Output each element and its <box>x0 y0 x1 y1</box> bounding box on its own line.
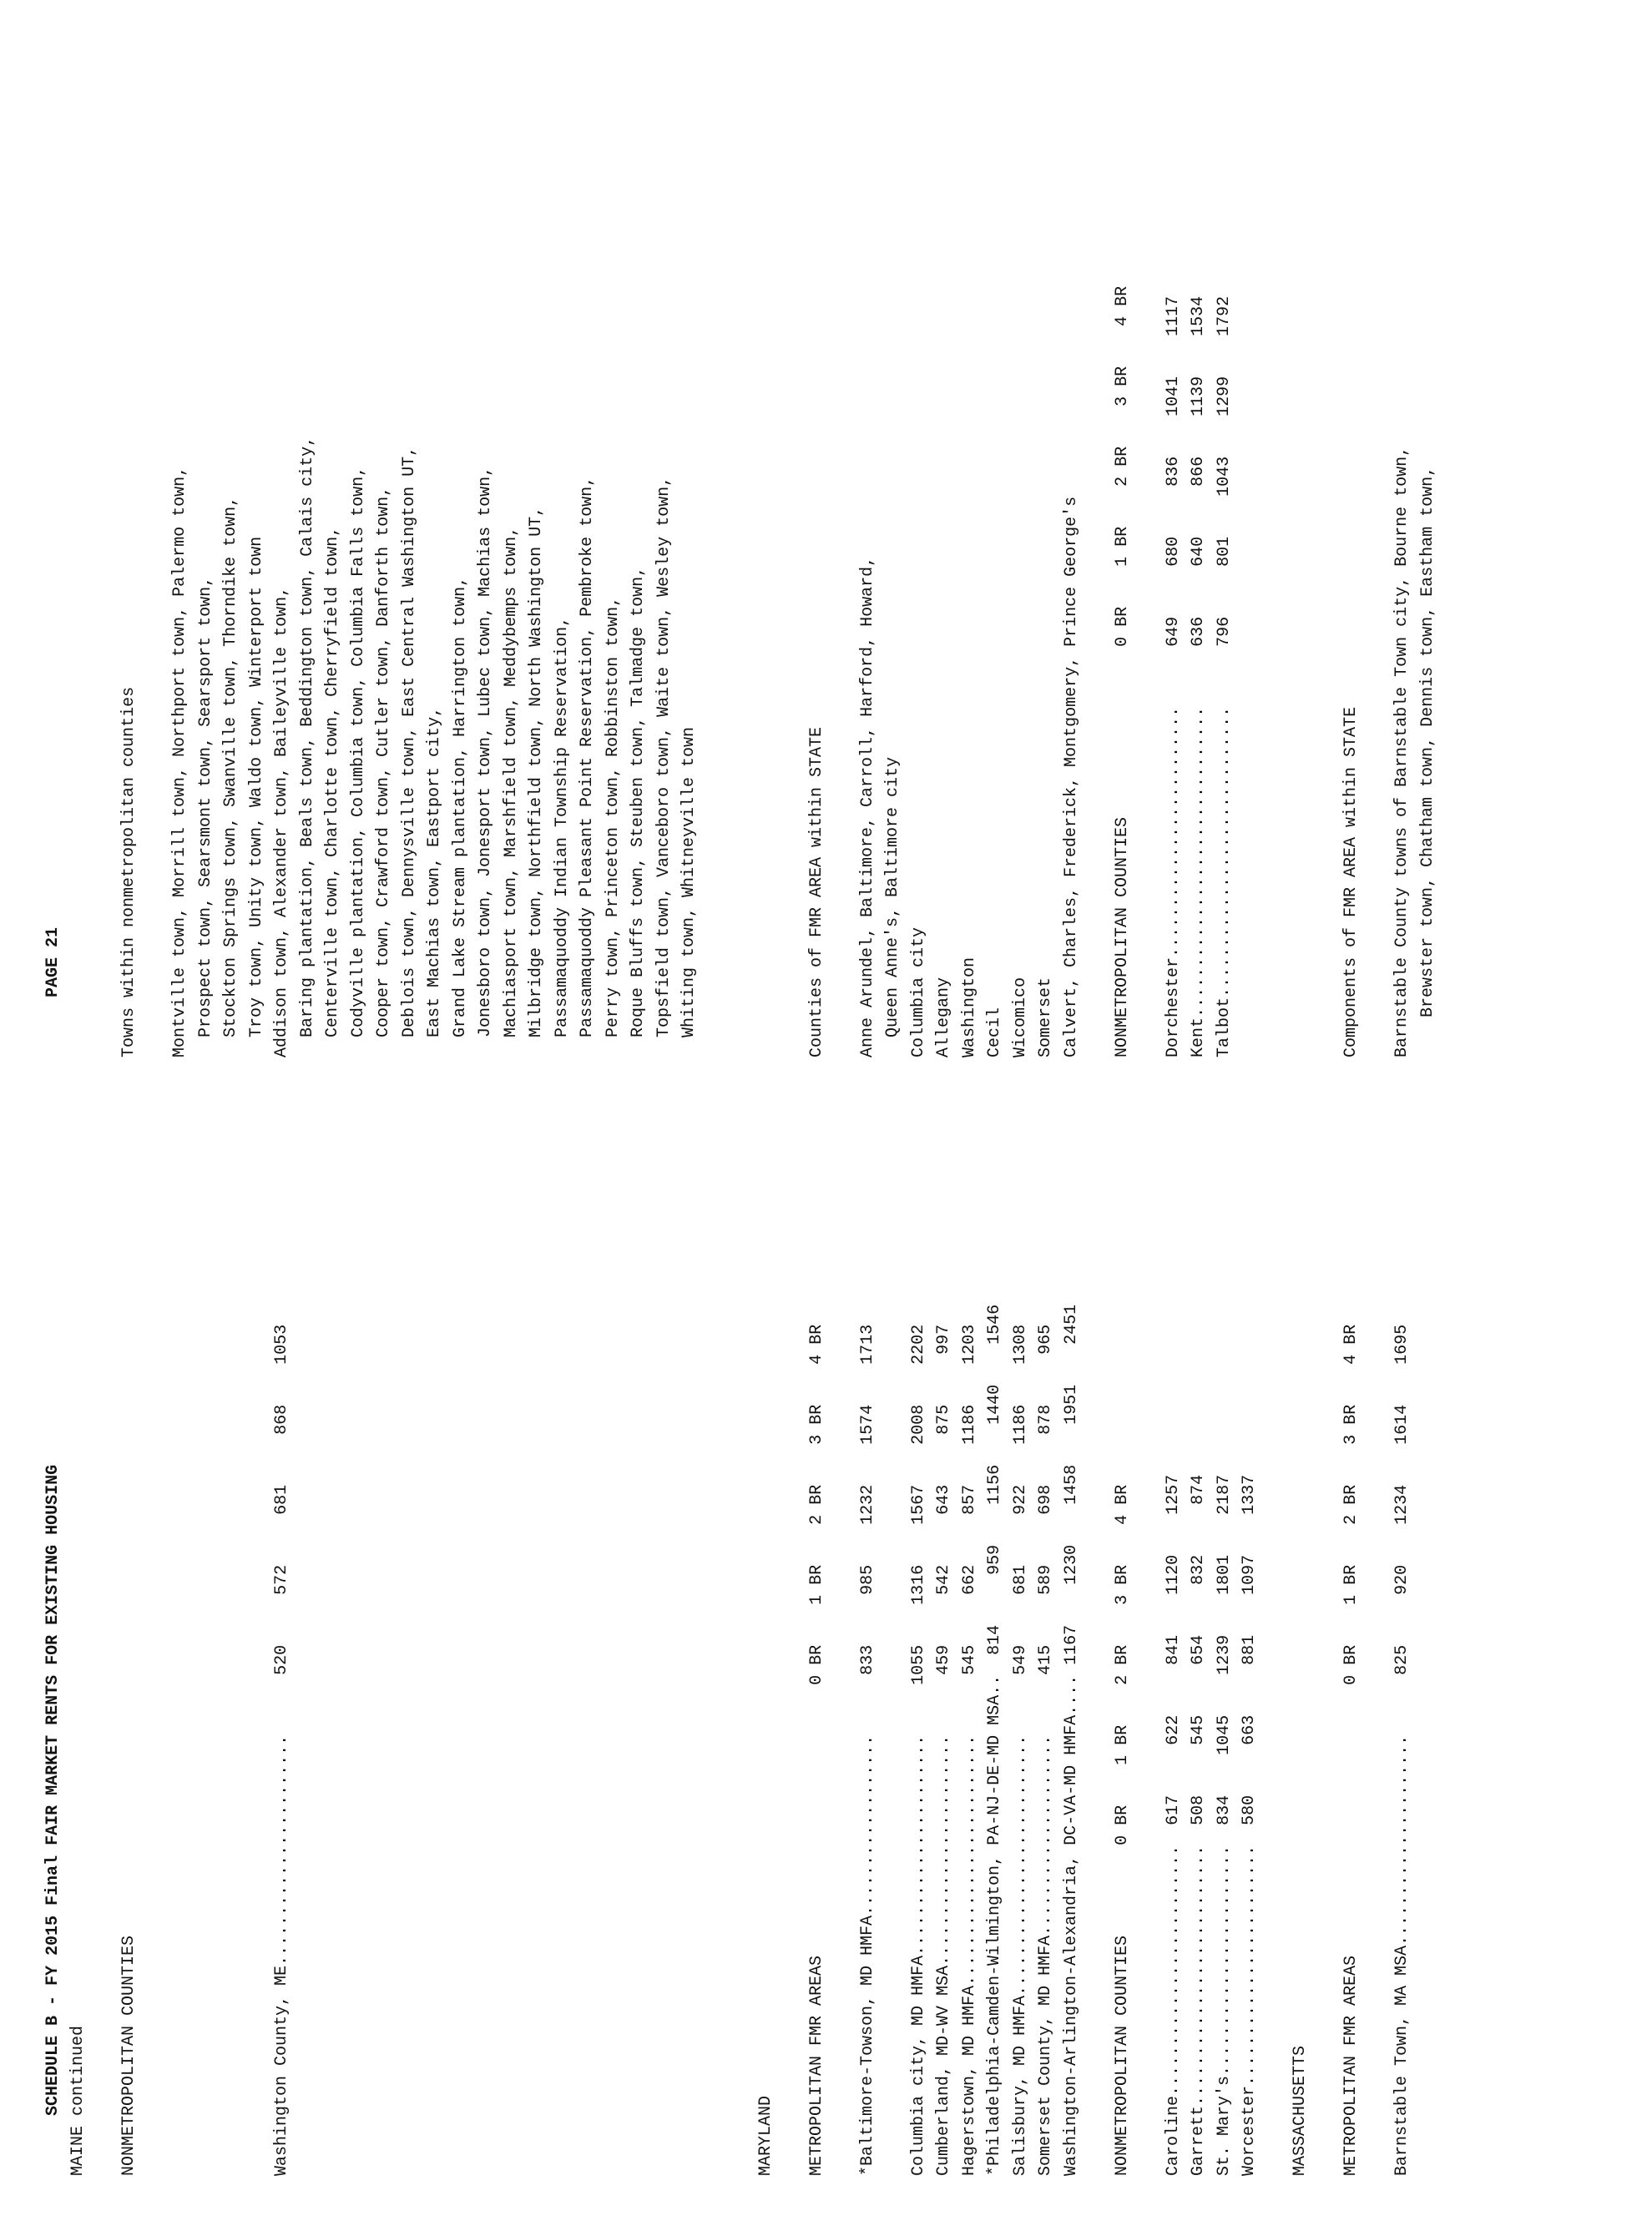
text-line <box>1110 286 1136 2176</box>
line-left-text: NONMETROPOLITAN COUNTIES 0 BR 1 BR 2 BR 3 BR 4 BR <box>1112 1484 1132 2176</box>
text-line <box>601 286 627 2176</box>
text-line <box>92 286 118 2176</box>
text-line <box>448 286 474 2176</box>
text-line <box>626 286 652 2176</box>
text-line <box>296 286 321 2176</box>
line-right-text: Deblois town, Dennysville town, East Central Washington UT, <box>399 446 419 1057</box>
line-right-text: Queen Anne's, Baltimore city <box>883 756 902 1057</box>
text-line <box>677 286 703 2176</box>
text-line <box>1390 286 1416 2176</box>
text-line <box>1008 286 1034 2176</box>
text-line <box>371 286 397 2176</box>
line-right-text: Components of FMR AREA within STATE <box>1341 706 1361 1057</box>
line-left-text: *Philadelphia-Camden-Wilmington, PA-NJ-DE-MD MSA.. 814 959 1156 1440 1546 <box>985 1304 1004 2176</box>
text-line <box>499 286 525 2176</box>
page-title: SCHEDULE B - FY 2015 Final FAIR MARKET RENTS FOR EXISTING HOUSING <box>43 1464 63 2116</box>
line-left-text: Barnstable Town, MA MSA..................... 825 920 1234 1614 1695 <box>1392 1324 1412 2176</box>
line-right-text: Dorchester......................... 649 680 836 1041 1117 <box>1163 295 1183 1057</box>
text-line <box>346 286 372 2176</box>
line-left-text: MARYLAND <box>755 2095 775 2176</box>
text-line <box>168 286 194 2176</box>
text-line <box>1416 286 1442 2176</box>
line-right-text: Anne Arundel, Baltimore, Carroll, Harford, Howard, <box>857 556 877 1057</box>
text-line <box>321 286 346 2176</box>
text-line <box>932 286 957 2176</box>
line-right-text: Topsfield town, Vanceboro town, Waite town, Wesley town, <box>654 476 674 1057</box>
line-right-text: Montville town, Morrill town, Northport town, Palermo town, <box>170 466 189 1057</box>
text-line <box>754 286 780 2176</box>
line-left-text: Somerset County, MD HMFA.................... 415 589 698 878 965 <box>1036 1324 1055 2176</box>
line-left-text: Worcester........................ 580 663 881 1097 1337 <box>1240 1474 1259 2176</box>
text-line <box>1237 286 1263 2176</box>
line-right-text: Allegany <box>934 977 953 1057</box>
line-left-text: Cumberland, MD-WV MSA....................... 459 542 643 875 997 <box>934 1324 953 2176</box>
text-line <box>397 286 423 2176</box>
text-line <box>779 286 805 2176</box>
text-line <box>219 286 245 2176</box>
line-left-text: Garrett.......................... 508 545 654 832 874 <box>1189 1474 1208 2176</box>
line-right-text: Centerville town, Charlotte town, Cherryfield town, <box>323 526 342 1057</box>
line-right-text: Talbot............................. 796 801 1043 1299 1792 <box>1214 295 1234 1057</box>
page-label: PAGE <box>43 957 63 997</box>
text-line <box>805 286 831 2176</box>
line-right-text: Stockton Springs town, Swanville town, Thorndike town, <box>221 496 240 1057</box>
text-line <box>550 286 576 2176</box>
text-line <box>194 286 220 2176</box>
text-line <box>1186 286 1212 2176</box>
text-line <box>117 286 143 2176</box>
line-right-text: Columbia city <box>908 926 928 1057</box>
line-right-text: Grand Lake Stream plantation, Harrington town, <box>450 576 470 1057</box>
text-line <box>1314 286 1340 2176</box>
line-right-text: Cooper town, Crawford town, Cutler town, Danforth town, <box>374 486 393 1057</box>
line-right-text: Brewster town, Chatham town, Dennis town, Eastham town, <box>1417 466 1437 1057</box>
line-right-text: Barnstable County towns of Barnstable Town city, Bourne town, <box>1392 446 1412 1057</box>
line-right-text: Baring plantation, Beals town, Beddington town, Calais city, <box>297 436 317 1057</box>
text-line <box>983 286 1008 2176</box>
line-right-text: Whiting town, Whitneyville town <box>679 726 699 1057</box>
line-left-text: Columbia city, MD HMFA...................... 1055 1316 1567 2008 2202 <box>908 1324 928 2176</box>
line-right-text: Codyville plantation, Columbia town, Columbia Falls town, <box>348 466 368 1057</box>
text-line <box>907 286 932 2176</box>
text-line <box>143 286 169 2176</box>
text-line <box>1059 286 1085 2176</box>
text-line <box>66 286 92 2176</box>
text-line <box>1339 286 1365 2176</box>
text-line <box>1365 286 1391 2176</box>
line-left-text: Hagerstown, MD HMFA......................... 545 662 857 1186 1203 <box>959 1324 979 2176</box>
line-left-text: MASSACHUSETTS <box>1291 2045 1310 2176</box>
text-line <box>245 286 270 2176</box>
line-left-text: MAINE continued <box>68 2025 88 2176</box>
text-line <box>1084 286 1110 2176</box>
line-right-text: East Machias town, Eastport city, <box>425 706 444 1057</box>
line-left-text: Washington County, ME....................... 520 572 681 868 1053 <box>272 1324 291 2176</box>
text-line <box>856 286 882 2176</box>
line-right-text: Passamaquoddy Pleasant Point Reservation, Pembroke town, <box>578 476 597 1057</box>
text-line <box>1263 286 1289 2176</box>
line-left-text: Washington-Arlington-Alexandria, DC-VA-MD HMFA.... 1167 1230 1458 1951 2451 <box>1061 1304 1081 2176</box>
line-right-text: Milbridge town, Northfield town, North Washington UT, <box>527 506 546 1057</box>
line-right-text: Calvert, Charles, Frederick, Montgomery, Prince George's <box>1061 496 1081 1057</box>
line-right-text: Roque Bluffs town, Steuben town, Talmadge town, <box>629 566 648 1057</box>
line-right-text: Machiasport town, Marshfield town, Meddybemps town, <box>501 526 521 1057</box>
text-line <box>1033 286 1059 2176</box>
line-right-text: Perry town, Princeton town, Robbinston town, <box>603 596 623 1057</box>
text-line <box>703 286 729 2176</box>
line-right-text: Somerset <box>1036 977 1055 1057</box>
text-line <box>652 286 678 2176</box>
text-line <box>1161 286 1187 2176</box>
text-line <box>473 286 499 2176</box>
line-left-text: METROPOLITAN FMR AREAS 0 BR 1 BR 2 BR 3 BR 4 BR <box>806 1324 826 2176</box>
line-left-text: NONMETROPOLITAN COUNTIES <box>119 1935 139 2176</box>
text-line <box>830 286 856 2176</box>
line-right-text: Troy town, Unity town, Waldo town, Winterport town <box>246 536 266 1057</box>
line-left-text: METROPOLITAN FMR AREAS 0 BR 1 BR 2 BR 3 BR 4 BR <box>1341 1324 1361 2176</box>
line-right-text: Cecil <box>985 1007 1004 1057</box>
page-number: 21 <box>43 926 63 947</box>
text-line <box>957 286 983 2176</box>
text-line <box>1288 286 1314 2176</box>
line-right-text: Addison town, Alexander town, Baileyville town, <box>272 586 291 1057</box>
document-body <box>15 286 1441 2176</box>
line-left-text: St. Mary's....................... 834 1045 1239 1801 2187 <box>1214 1474 1234 2176</box>
line-right-text: Counties of FMR AREA within STATE <box>806 726 826 1057</box>
line-right-text: Passamaquoddy Indian Township Reservation, <box>552 616 572 1057</box>
text-line <box>575 286 601 2176</box>
text-line <box>881 286 907 2176</box>
line-right-text: Towns within nonmetropolitan counties <box>119 686 139 1057</box>
text-line <box>524 286 550 2176</box>
text-line <box>270 286 296 2176</box>
schedule-text <box>66 286 1441 2176</box>
line-right-text: Jonesboro town, Jonesport town, Lubec town, Machias town, <box>476 466 495 1057</box>
line-left-text: Salisbury, MD HMFA.......................... 549 681 922 1186 1308 <box>1010 1324 1030 2176</box>
text-line <box>728 286 754 2176</box>
line-right-text: Prospect town, Searsmont town, Searsport town, <box>195 576 215 1057</box>
page-header <box>15 286 63 2176</box>
text-line <box>422 286 448 2176</box>
line-right-text: Wicomico <box>1010 977 1030 1057</box>
line-left-text: Caroline......................... 617 622 841 1120 1257 <box>1163 1474 1183 2176</box>
line-right-text: NONMETROPOLITAN COUNTIES 0 BR 1 BR 2 BR 3 BR 4 BR <box>1112 285 1132 1057</box>
text-line <box>1212 286 1238 2176</box>
line-left-text: *Baltimore-Towson, MD HMFA.................. 833 985 1232 1574 1713 <box>857 1324 877 2176</box>
text-line <box>1135 286 1161 2176</box>
line-right-text: Kent............................... 636 640 866 1139 1534 <box>1189 295 1208 1057</box>
line-right-text: Washington <box>959 957 979 1057</box>
